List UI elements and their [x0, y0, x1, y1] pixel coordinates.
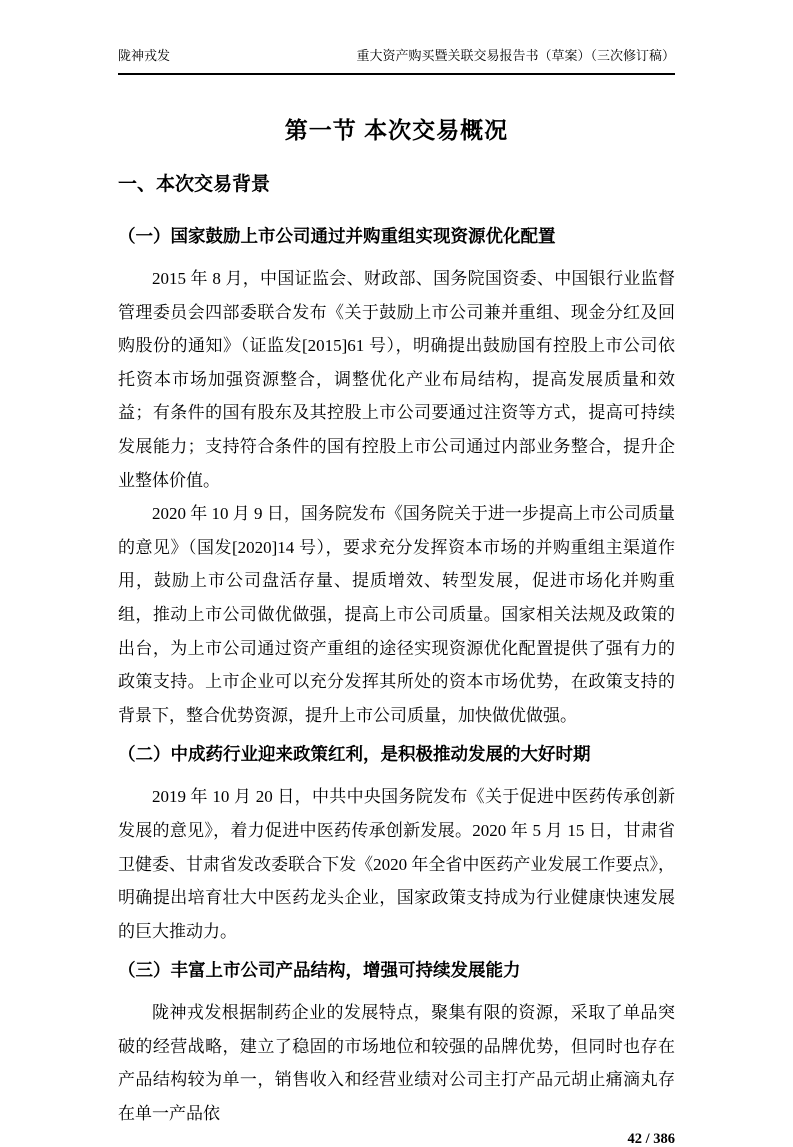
body-paragraph-product-structure: 陇神戎发根据制药企业的发展特点，聚集有限的资源，采取了单品突破的经营战略，建立了稳固的市场地位和较强的品牌优势，但同时也存在产品结构较为单一，销售收入和经营业绩对公司主打产品元胡止痛滴丸存在单一产品依 — [118, 1003, 675, 1124]
body-paragraph-2020-opinion: 2020 年 10 月 9 日，国务院发布《国务院关于进一步提高上市公司质量的意见》（国发[2020]14 号），要求充分发挥资本市场的并购重组主渠道作用，鼓励上市公司盘活存量、提质增效、转型发展，促进市场化并购重组，推动上市公司做优做强，提高上市公司质量。国家相关法规及政策的出台，为上市公司通过资产重组的途径实现资源优化配置提供了强有力的政策支持。上市企业可以充分发挥其所处的资本市场优势，在政策支持的背景下，整合优势资源，提升上市公司质量，加快做优做强。 — [118, 504, 675, 725]
page-number: 42 / 386 — [627, 1130, 675, 1147]
page-footer — [118, 1131, 675, 1147]
page-header — [118, 47, 675, 75]
subsection-heading-3: （三）丰富上市公司产品结构，增强可持续发展能力 — [118, 960, 521, 981]
header-report-title: 重大资产购买暨关联交易报告书（草案）（三次修订稿） — [356, 48, 675, 63]
body-paragraph-2015-notice: 2015 年 8 月，中国证监会、财政部、国务院国资委、中国银行业监督管理委员会四部委联合发布《关于鼓励上市公司兼并重组、现金分红及回购股份的通知》（证监发[2015]61 号），明确提出鼓励国有控股上市公司依托资本市场加强资源整合，调整优化产业布局结构，提高发展质量和效益；有条件的国有股东及其控股上市公司要通过注资等方式，提高可持续发展能力；支持符合条件的国有控股上市公司通过内部业务整合，提升企业整体价值。 — [118, 269, 675, 490]
header-company-short-name: 陇神戎发 — [118, 48, 171, 63]
chapter-title: 第一节 本次交易概况 — [284, 117, 509, 143]
section-heading-background: 一、本次交易背景 — [118, 174, 271, 195]
subsection-heading-2: （二）中成药行业迎来政策红利，是积极推动发展的大好时期 — [118, 744, 591, 765]
subsection-heading-1: （一）国家鼓励上市公司通过并购重组实现资源优化配置 — [118, 226, 556, 246]
body-paragraph-tcm-policy: 2019 年 10 月 20 日，中共中央国务院发布《关于促进中医药传承创新发展的意见》，着力促进中医药传承创新发展。2020 年 5 月 15 日，甘肃省卫健委、甘肃省发改委联合下发《2020 年全省中医药产业发展工作要点》，明确提出培育壮大中医药龙头企业，国家政策支持成为行业健康快速发展的巨大推动力。 — [118, 787, 675, 941]
